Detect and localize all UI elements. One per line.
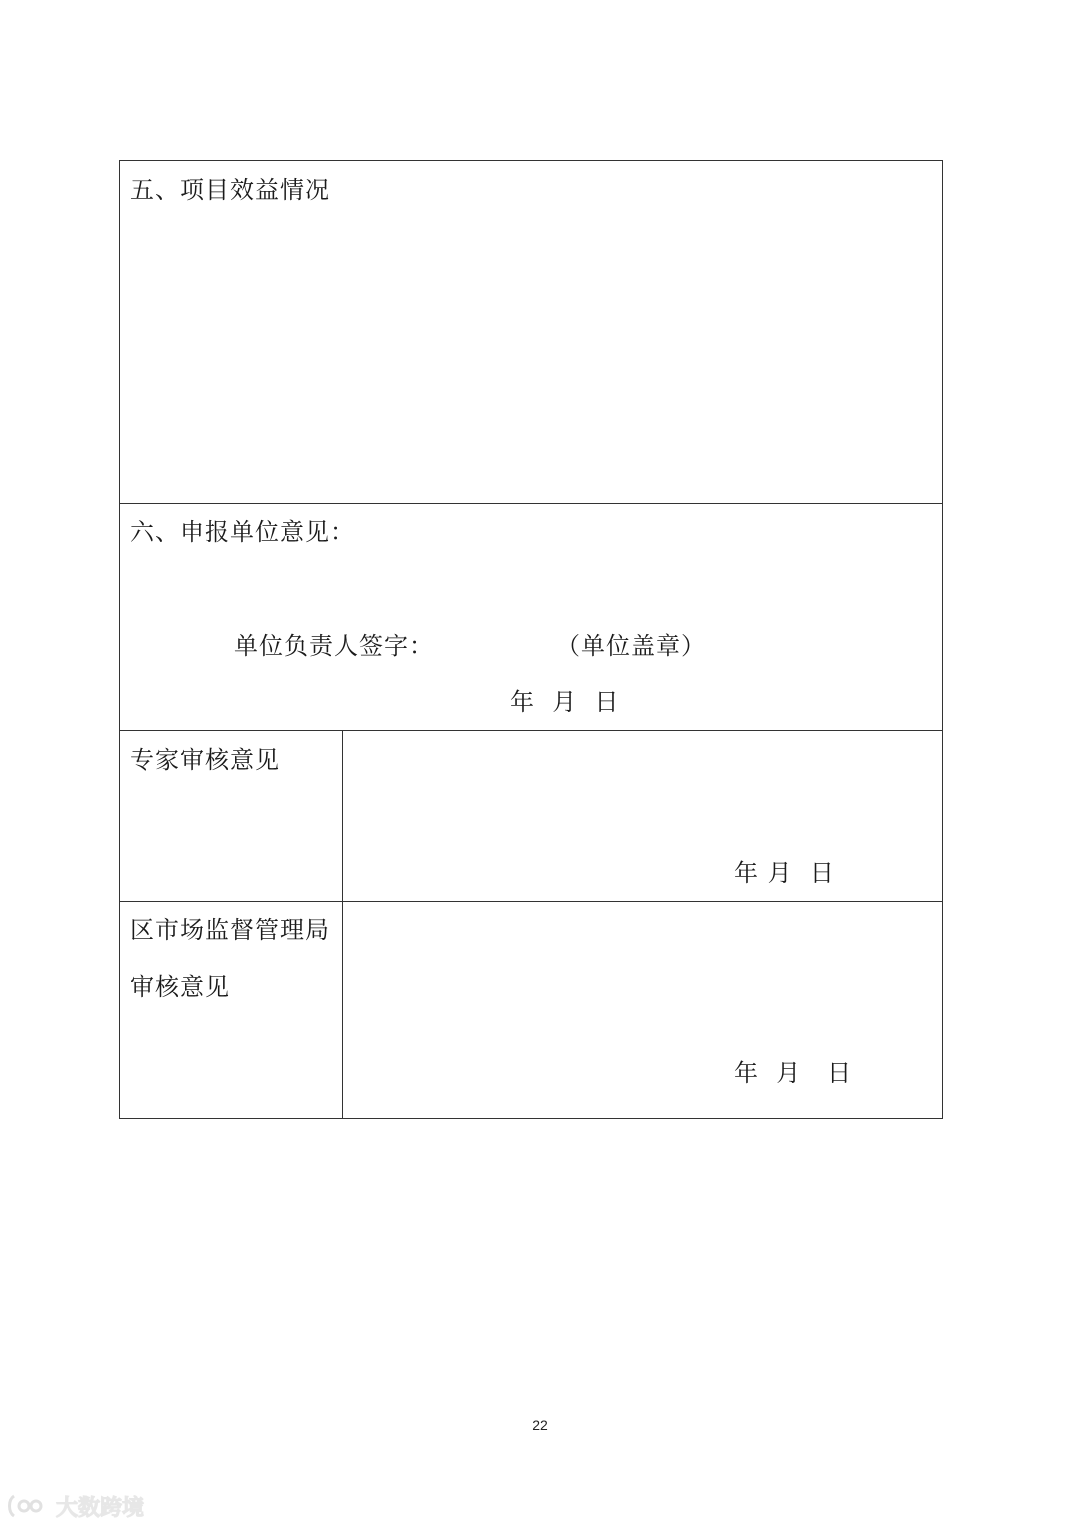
- page-number: 22: [532, 1417, 548, 1433]
- application-form-table: [119, 160, 943, 1119]
- expert-review-label: 专家审核意见: [130, 746, 280, 774]
- column-divider: [342, 730, 343, 1119]
- expert-review-date: 年 月 日: [734, 859, 835, 887]
- bureau-review-label-line2: 审核意见: [130, 973, 230, 1001]
- benefits-heading: 五、项目效益情况: [130, 176, 330, 204]
- signature-label: 单位负责人签字：: [234, 632, 434, 660]
- row-divider: [120, 503, 942, 504]
- unit-opinion-heading: 六、申报单位意见：: [130, 518, 355, 546]
- watermark: [6, 1488, 144, 1524]
- logo-icon: [6, 1492, 48, 1520]
- seal-label: （单位盖章）: [556, 632, 706, 660]
- watermark-text: 大数跨境: [56, 1495, 145, 1521]
- bureau-review-date: 年 月 日: [734, 1059, 853, 1087]
- unit-opinion-date: 年 月 日: [510, 688, 620, 716]
- bureau-review-label-line1: 区市场监督管理局: [130, 916, 330, 944]
- row-divider: [120, 901, 942, 902]
- row-divider: [120, 730, 942, 731]
